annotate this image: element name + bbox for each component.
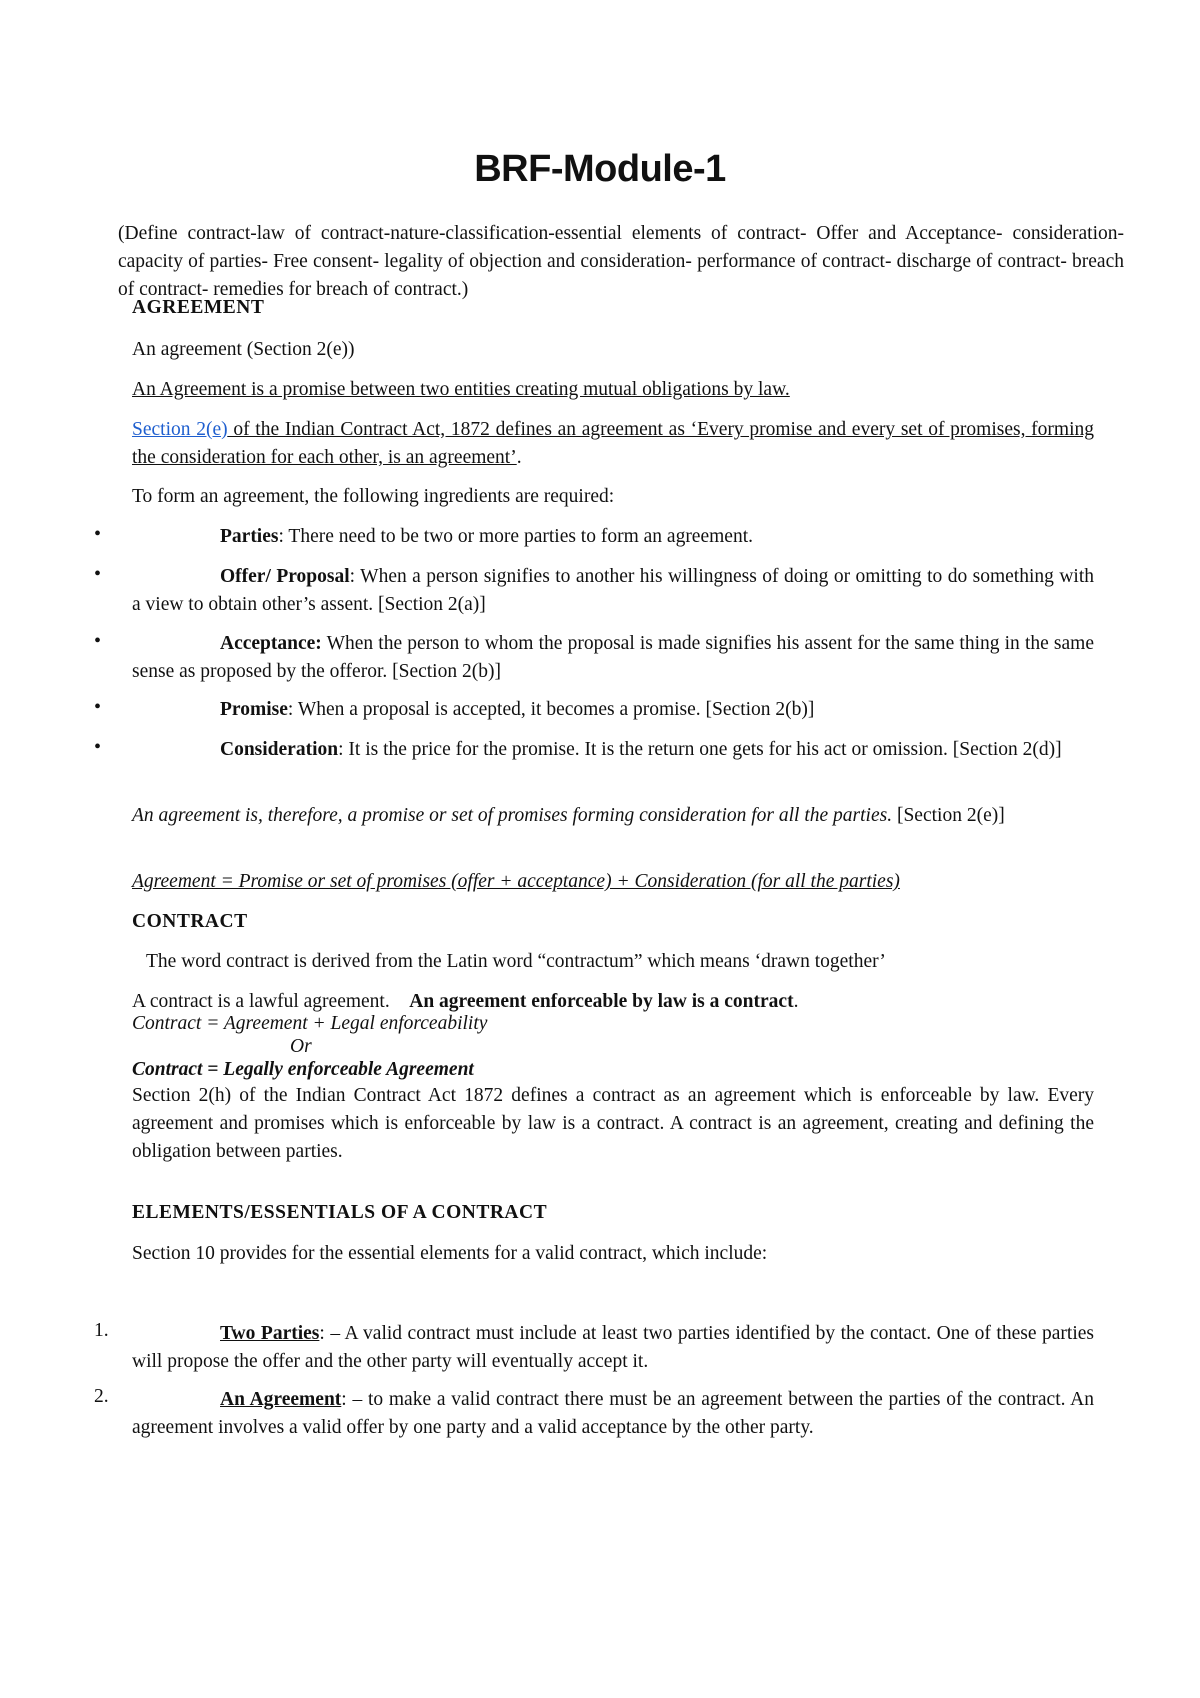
element-term: An Agreement (220, 1389, 342, 1410)
list-item-acceptance (132, 630, 1094, 686)
section-2e-text: of the Indian Contract Act, 1872 defines an agreement as ‘Every promise and every set of promises, forming the consideration for each other, is an agreement’ (132, 419, 1094, 468)
list-item-text: When the person to whom the proposal is made signifies his assent for the same thing in the same sense as proposed by the offeror. [Section 2(b)] (132, 633, 1094, 682)
list-item-term: Offer/ Proposal (220, 566, 350, 587)
agreement-section-paragraph (132, 416, 1094, 472)
bullet-icon: • (94, 563, 102, 585)
contract-enforceable-end: . (793, 991, 799, 1012)
list-item-term: Consideration (220, 739, 339, 760)
agreement-subheading: An agreement (Section 2(e)) (132, 339, 355, 360)
element-term: Two Parties (220, 1323, 320, 1344)
bullet-icon: • (94, 696, 102, 718)
contract-section-2h: Section 2(h) of the Indian Contract Act 1872 defines a contract as an agreement which is enforceable by law. Every agreement and promises which is enforceable by law is a contract. A contract is an agreement, creating and defining the obligation between parties. (132, 1085, 1094, 1162)
contract-formula-or: Or (290, 1036, 312, 1057)
contract-lawful-text: A contract is a lawful agreement. (132, 991, 390, 1012)
contract-heading: CONTRACT (132, 911, 248, 932)
list-item-offer (132, 563, 1094, 619)
agreement-heading: AGREEMENT (132, 297, 265, 318)
elements-intro: Section 10 provides for the essential elements for a valid contract, which include: (132, 1243, 768, 1264)
agreement-formula: Agreement = Promise or set of promises (offer + acceptance) + Consideration (for all the parties) (132, 871, 900, 892)
list-item-text: : When a proposal is accepted, it becomes a promise. [Section 2(b)] (287, 699, 815, 720)
list-item-term: Parties (220, 526, 279, 547)
contract-formula-2: Contract = Legally enforceable Agreement (132, 1059, 474, 1080)
list-item-term: Acceptance: (220, 633, 322, 654)
element-item-agreement (132, 1386, 1094, 1442)
agreement-summary (132, 802, 1094, 830)
bullet-icon: • (94, 630, 102, 652)
agreement-definition: An Agreement is a promise between two entities creating mutual obligations by law. (132, 379, 790, 400)
list-item-term: Promise (220, 699, 288, 720)
element-text: : – A valid contract must include at least two parties identified by the contact. One of these parties will propose the offer and the other party will eventually accept it. (132, 1323, 1094, 1372)
section-2e-link[interactable]: Section 2(e) (132, 419, 228, 440)
agreement-summary-italic: An agreement is, therefore, a promise or set of promises forming consideration for all the parties. (132, 805, 893, 826)
list-item-parties (132, 523, 1094, 551)
contract-origin: The word contract is derived from the Latin word “contractum” which means ‘drawn together’ (146, 951, 886, 972)
bullet-icon: • (94, 736, 102, 758)
list-item-text: : When a person signifies to another his willingness of doing or omitting to do something with a view to obtain other’s assent. [Section 2(a)] (132, 566, 1095, 615)
contract-formula-1: Contract = Agreement + Legal enforceability (132, 1013, 488, 1034)
elements-heading: ELEMENTS/ESSENTIALS OF A CONTRACT (132, 1202, 548, 1223)
ingredients-intro: To form an agreement, the following ingredients are required: (132, 486, 615, 507)
list-item-promise (132, 696, 1094, 724)
bullet-icon: • (94, 523, 102, 545)
element-item-two-parties (132, 1320, 1094, 1376)
section-2e-end: . (516, 447, 522, 468)
page-title: BRF-Module-1 (474, 148, 726, 190)
list-item-consideration (132, 736, 1094, 764)
agreement-summary-ref: [Section 2(e)] (892, 805, 1005, 826)
contract-enforceable-text: An agreement enforceable by law is a contract (409, 991, 794, 1012)
list-number: 2. (94, 1386, 109, 1407)
module-scope-text: (Define contract-law of contract-nature-classification-essential elements of contract- Offer and Acceptance- consideration- capacity of parties- Free consent- legality of objection and consideration- performance of contract- discharge of contract- breach of contract- remedies for breach of contract.) (118, 223, 1124, 300)
list-item-text: : There need to be two or more parties to form an agreement. (278, 526, 753, 547)
list-number: 1. (94, 1320, 109, 1341)
list-item-text: : It is the price for the promise. It is the return one gets for his act or omission. [Section 2(d)] (338, 739, 1062, 760)
element-text: : – to make a valid contract there must be an agreement between the parties of the contract. An agreement involves a valid offer by one party and a valid acceptance by the other party. (132, 1389, 1094, 1438)
